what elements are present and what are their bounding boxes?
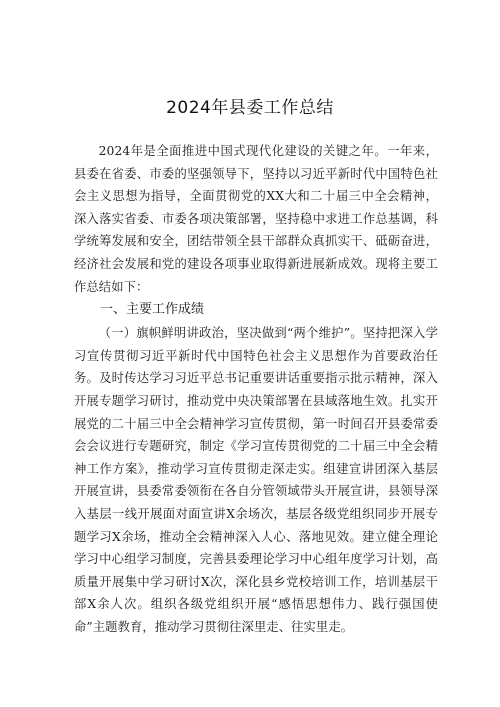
document-body [74,140,438,638]
intro-paragraph: 2024年是全面推进中国式现代化建设的关键之年。一年来，县委在省委、市委的坚强领导下，坚持以习近平新时代中国特色社会主义思想为指导，全面贯彻党的XX大和二十届三中全会精神，深入落实省委、市委各项决策部署，坚持稳中求进工作总基调，科学统筹发展和安全，团结带领全县干部群众真抓实干、砥砺奋进，经济社会发展和党的建设各项事业取得新进展新成效。现将主要工作总结如下： [74,144,438,294]
body-paragraph: （一）旗帜鲜明讲政治，坚决做到“两个维护”。坚持把深入学习宣传贯彻习近平新时代中国特色社会主义思想作为首要政治任务。及时传达学习习近平总书记重要讲话重要指示批示精神，深入开展专题学习研讨，推动党中央决策部署在县域落地生效。扎实开展党的二十届三中全会精神学习宣传贯彻，第一时间召开县委常委会会议进行专题研究，制定《学习宣传贯彻党的二十届三中全会精神工作方案》，推动学习宣传贯彻走深走实。组建宣讲团深入基层开展宣讲，县委常委领衔在各自分管领域带头开展宣讲，县领导深入基层一线开展面对面宣讲X余场次，基层各级党组织同步开展专题学习X余场，推动全会精神深入人心、落地见效。建立健全理论学习中心组学习制度，完善县委理论学习中心组年度学习计划，高质量开展集中学习研讨X次，深化县乡党校培训工作，培训基层干部X余人次。组织各级党组织开展“感悟思想伟力、践行强国使命”主题教育，推动学习贯彻往深里走、往实里走。 [74,326,438,634]
section-heading: 一、主要工作成绩 [100,302,205,318]
document-title: 2024年县委工作总结 [166,98,334,118]
